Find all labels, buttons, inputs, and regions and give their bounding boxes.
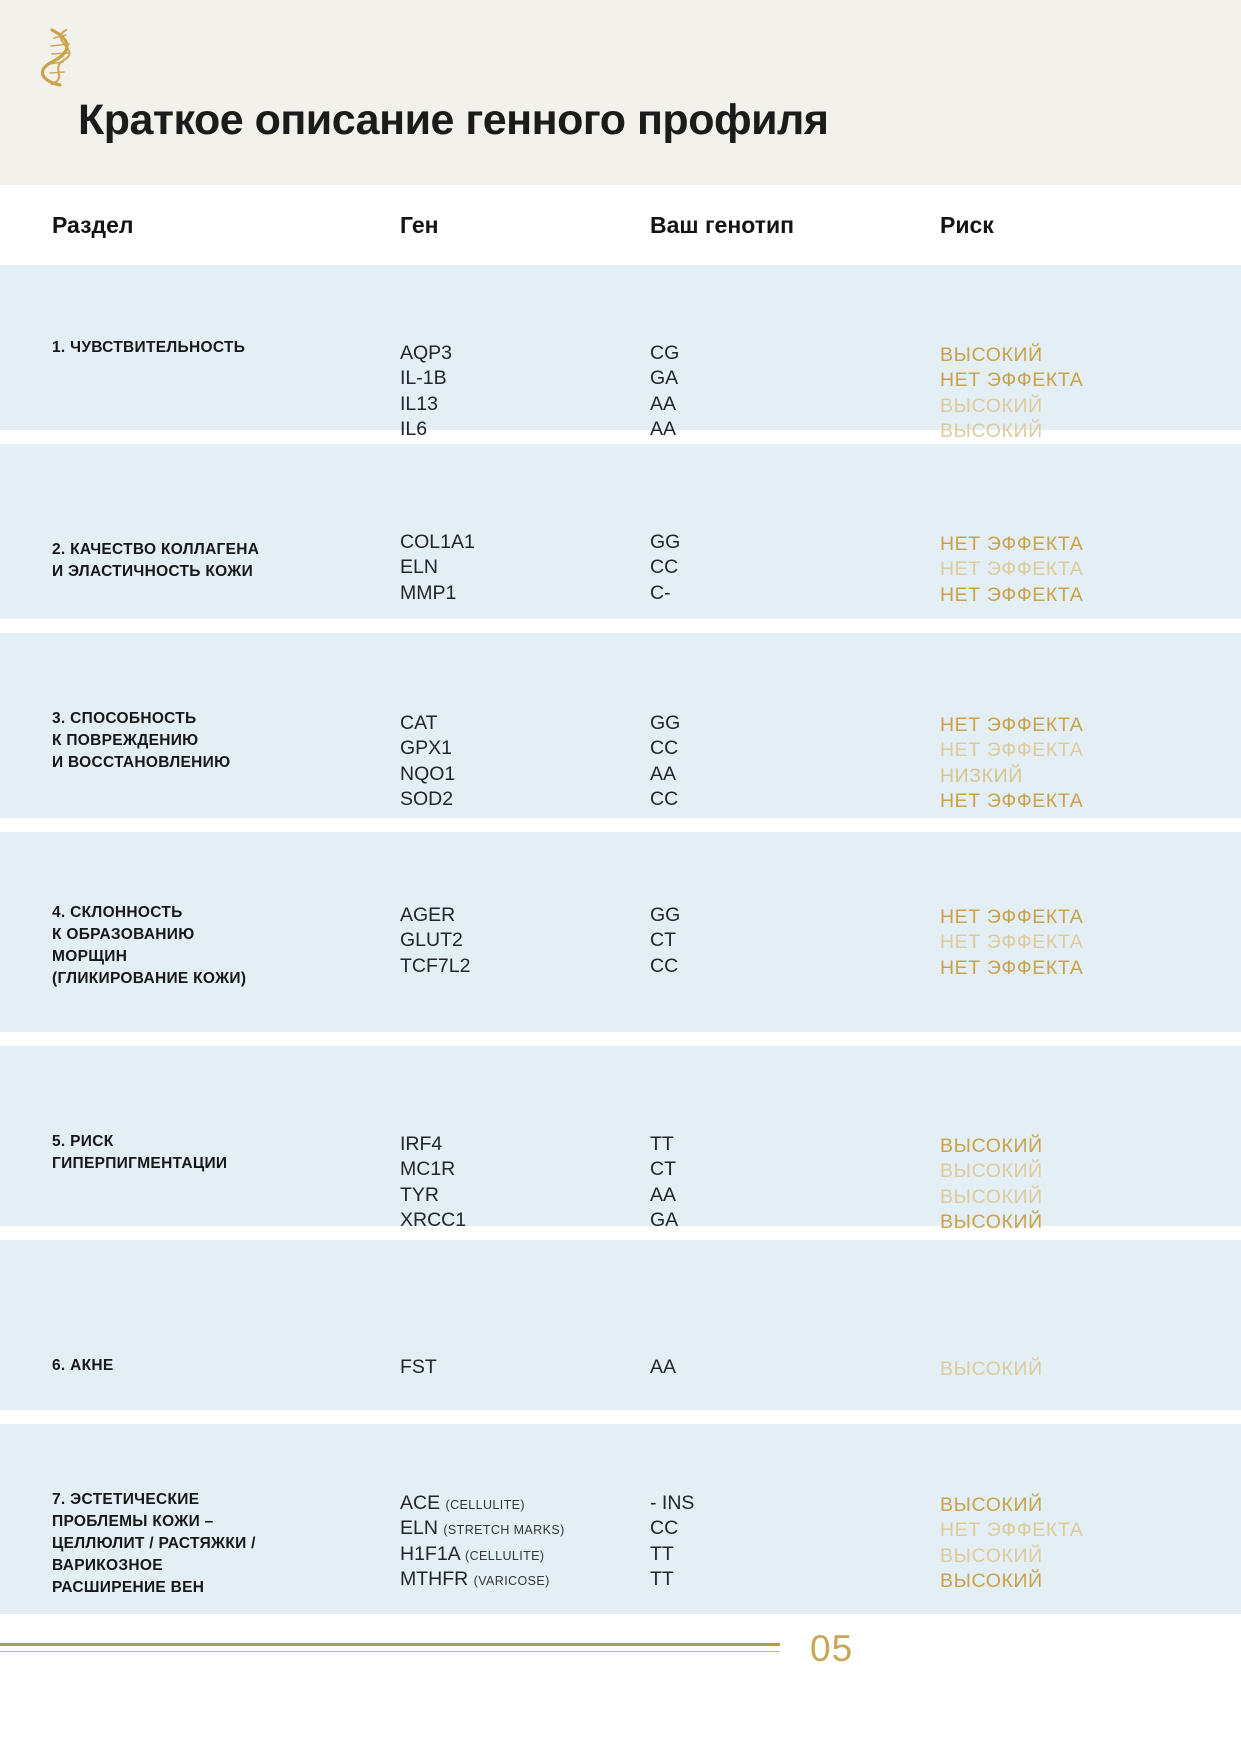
page-title: Краткое описание генного профиля <box>78 96 829 144</box>
gene-name: XRCC1 <box>400 1209 467 1232</box>
gene-name: IL13 <box>400 392 438 415</box>
gene-name: TYR <box>400 1183 439 1206</box>
genotype-value: CC <box>650 556 679 579</box>
row-genotype-list <box>650 1240 940 1382</box>
genotype-value: C- <box>650 581 671 604</box>
gene-name: SOD2 <box>400 788 454 811</box>
row-risk-list <box>940 633 1241 814</box>
row-genotype-list <box>650 832 940 990</box>
gene-tag: (CELLULITE) <box>465 1548 545 1563</box>
gene-tag: (VARICOSE) <box>473 1574 550 1589</box>
row-risk-list <box>940 1240 1241 1382</box>
gene-name: IL6 <box>400 418 428 441</box>
risk-value: ВЫСОКИЙ <box>940 1358 1043 1380</box>
column-header-genotype: Ваш генотип <box>650 211 794 238</box>
row-gene-list <box>400 832 650 990</box>
row-risk-list <box>940 1046 1241 1235</box>
genotype-value: CC <box>650 1517 679 1540</box>
gene-name: H1F1A (CELLULITE) <box>400 1542 545 1565</box>
risk-value: НЕТ ЭФФЕКТА <box>940 790 1084 813</box>
section-label: 7. ЭСТЕТИЧЕСКИЕ ПРОБЛЕМЫ КОЖИ – ЦЕЛЛЮЛИТ / РАСТЯЖКИ / ВАРИКОЗНОЕ РАСШИРЕНИЕ ВЕН <box>52 1491 256 1596</box>
table-row <box>0 265 1241 443</box>
row-section-name <box>0 633 400 814</box>
genotype-value: GA <box>650 367 679 390</box>
section-label: 4. СКЛОННОСТЬ К ОБРАЗОВАНИЮ МОРЩИН (ГЛИКИРОВАНИЕ КОЖИ) <box>52 904 247 987</box>
genotype-value: CC <box>650 788 679 811</box>
section-label: 3. СПОСОБНОСТЬ К ПОВРЕЖДЕНИЮ И ВОССТАНОВЛЕНИЮ <box>52 710 231 771</box>
gene-name: AGER <box>400 904 456 926</box>
gene-name: MMP1 <box>400 581 457 604</box>
footer-divider-thin <box>0 1651 780 1652</box>
row-section-name <box>0 265 400 470</box>
risk-value: ВЫСОКИЙ <box>940 394 1043 417</box>
gene-profile-table <box>0 185 1241 1628</box>
risk-value: ВЫСОКИЙ <box>940 1185 1043 1208</box>
risk-value: ВЫСОКИЙ <box>940 1211 1043 1234</box>
risk-value: ВЫСОКИЙ <box>940 1135 1043 1157</box>
genotype-value: GG <box>650 712 681 734</box>
gene-name: FST <box>400 1356 437 1378</box>
row-genotype-list <box>650 444 940 608</box>
row-section-name <box>0 832 400 990</box>
genotype-value: AA <box>650 392 677 415</box>
row-genotype-list <box>650 633 940 814</box>
gene-name: COL1A1 <box>400 531 475 553</box>
genotype-value: TT <box>650 1568 674 1591</box>
genotype-value: CT <box>650 1158 676 1181</box>
table-row <box>0 832 1241 1032</box>
risk-value: НЕТ ЭФФЕКТА <box>940 533 1084 555</box>
row-risk-list <box>940 265 1241 470</box>
column-header-section: Раздел <box>52 211 134 238</box>
gene-name: MTHFR (VARICOSE) <box>400 1568 550 1591</box>
section-label: 6. АКНЕ <box>52 1357 114 1374</box>
gene-tag: (CELLULITE) <box>445 1498 525 1512</box>
gene-name: ELN <box>400 556 438 579</box>
genotype-value: TT <box>650 1133 674 1155</box>
gene-name: ELN (STRETCH MARKS) <box>400 1517 565 1540</box>
row-risk-list <box>940 1424 1241 1599</box>
gene-name: IL-1B <box>400 367 447 390</box>
table-row <box>0 633 1241 818</box>
footer-divider <box>0 1643 780 1646</box>
row-section-name <box>0 444 400 608</box>
genotype-value: GG <box>650 531 681 553</box>
risk-value: НЕТ ЭФФЕКТА <box>940 583 1084 606</box>
dna-helix-icon <box>38 26 90 88</box>
gene-name: AQP3 <box>400 342 453 364</box>
genotype-value: GG <box>650 904 681 926</box>
table-row <box>0 444 1241 619</box>
gene-tag: (STRETCH MARKS) <box>443 1523 565 1538</box>
section-label: 1. ЧУВСТВИТЕЛЬНОСТЬ <box>52 339 246 356</box>
genotype-value: TT <box>650 1542 674 1565</box>
risk-value: НЕТ ЭФФЕКТА <box>940 369 1084 392</box>
column-header-gene: Ген <box>400 211 439 238</box>
gene-name: GPX1 <box>400 737 453 760</box>
gene-name: IRF4 <box>400 1133 443 1155</box>
row-section-name <box>0 1046 400 1235</box>
genotype-value: AA <box>650 418 677 441</box>
risk-value: ВЫСОКИЙ <box>940 1570 1043 1593</box>
gene-name: CAT <box>400 712 438 734</box>
genotype-value: CG <box>650 342 680 364</box>
genotype-value: AA <box>650 1356 677 1378</box>
gene-name: TCF7L2 <box>400 954 471 977</box>
risk-value: НЕТ ЭФФЕКТА <box>940 931 1084 954</box>
table-row <box>0 1046 1241 1234</box>
page-number: 05 <box>810 1628 854 1669</box>
risk-value: ВЫСОКИЙ <box>940 1160 1043 1183</box>
genotype-value: CC <box>650 954 679 977</box>
genotype-value: GA <box>650 1209 679 1232</box>
genotype-value: - INS <box>650 1492 695 1514</box>
table-header-row <box>0 185 1241 265</box>
gene-name: MC1R <box>400 1158 456 1181</box>
risk-value: НИЗКИЙ <box>940 764 1023 787</box>
row-gene-list <box>400 1240 650 1382</box>
table-row <box>0 1424 1241 1614</box>
header-band <box>0 0 1241 185</box>
risk-value: НЕТ ЭФФЕКТА <box>940 956 1084 979</box>
risk-value: НЕТ ЭФФЕКТА <box>940 739 1084 762</box>
table-body <box>0 265 1241 1614</box>
risk-value: ВЫСОКИЙ <box>940 1494 1043 1516</box>
row-risk-list <box>940 832 1241 990</box>
genotype-value: CT <box>650 929 676 952</box>
row-genotype-list <box>650 265 940 470</box>
genotype-value: AA <box>650 1183 677 1206</box>
risk-value: НЕТ ЭФФЕКТА <box>940 714 1084 736</box>
risk-value: НЕТ ЭФФЕКТА <box>940 558 1084 581</box>
row-gene-list <box>400 1046 650 1235</box>
risk-value: ВЫСОКИЙ <box>940 344 1043 366</box>
risk-value: ВЫСОКИЙ <box>940 1544 1043 1567</box>
section-label: 5. РИСК ГИПЕРПИГМЕНТАЦИИ <box>52 1133 228 1172</box>
row-genotype-list <box>650 1046 940 1235</box>
risk-value: ВЫСОКИЙ <box>940 420 1043 443</box>
row-gene-list <box>400 1424 650 1599</box>
column-header-risk: Риск <box>940 211 994 238</box>
row-genotype-list <box>650 1424 940 1599</box>
row-section-name <box>0 1424 400 1599</box>
row-gene-list <box>400 444 650 608</box>
risk-value: НЕТ ЭФФЕКТА <box>940 906 1084 928</box>
row-risk-list <box>940 444 1241 608</box>
row-section-name <box>0 1240 400 1382</box>
gene-name: GLUT2 <box>400 929 463 952</box>
genotype-value: AA <box>650 762 677 785</box>
genotype-value: CC <box>650 737 679 760</box>
gene-name: NQO1 <box>400 762 456 785</box>
section-label: 2. КАЧЕСТВО КОЛЛАГЕНА И ЭЛАСТИЧНОСТЬ КОЖИ <box>52 541 260 580</box>
row-gene-list <box>400 633 650 814</box>
row-gene-list <box>400 265 650 470</box>
risk-value: НЕТ ЭФФЕКТА <box>940 1519 1084 1542</box>
table-row <box>0 1240 1241 1410</box>
gene-name: ACE (CELLULITE) <box>400 1492 525 1514</box>
